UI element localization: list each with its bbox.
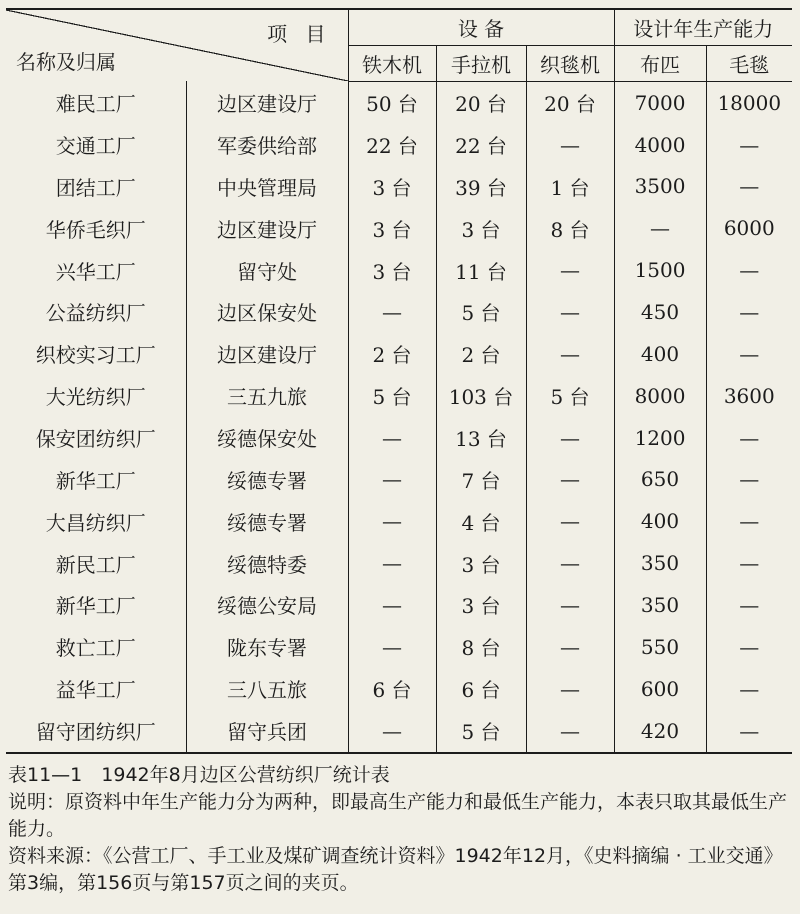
header-col-shoulaji: 手拉机 bbox=[436, 45, 526, 81]
tiemuji-cell: — bbox=[348, 291, 436, 333]
factory-statistics-table bbox=[6, 8, 792, 754]
header-item-label: 项 目 bbox=[267, 22, 332, 46]
zhitanji-cell: 5 台 bbox=[526, 375, 614, 417]
maotan-cell: — bbox=[706, 124, 792, 166]
table-row bbox=[6, 81, 792, 124]
header-equipment-group: 设 备 bbox=[348, 9, 614, 45]
factory-name-cell: 团结工厂 bbox=[55, 175, 136, 200]
owner-cell: 边区建设厅 bbox=[186, 333, 348, 375]
shoulaji-cell: 22 台 bbox=[436, 124, 526, 166]
tiemuji-cell: — bbox=[348, 626, 436, 668]
tiemuji-cell: — bbox=[348, 458, 436, 500]
maotan-cell: — bbox=[706, 584, 792, 626]
table-row bbox=[6, 417, 792, 459]
tiemuji-cell: — bbox=[348, 542, 436, 584]
bupi-cell: 3500 bbox=[614, 165, 706, 207]
maotan-cell: — bbox=[706, 626, 792, 668]
maotan-cell: — bbox=[706, 333, 792, 375]
zhitanji-cell: — bbox=[526, 626, 614, 668]
maotan-cell: 3600 bbox=[706, 375, 792, 417]
bupi-cell: 400 bbox=[614, 333, 706, 375]
factory-name-cell: 大光纺织厂 bbox=[45, 385, 146, 410]
maotan-cell: 6000 bbox=[706, 207, 792, 249]
bupi-cell: 350 bbox=[614, 542, 706, 584]
shoulaji-cell: 13 台 bbox=[436, 417, 526, 459]
tiemuji-cell: 6 台 bbox=[348, 668, 436, 710]
table-body bbox=[6, 81, 792, 753]
zhitanji-cell: — bbox=[526, 710, 614, 753]
owner-cell: 三八五旅 bbox=[186, 668, 348, 710]
table-row bbox=[6, 584, 792, 626]
factory-name-cell: 织校实习工厂 bbox=[35, 343, 156, 368]
owner-cell: 绥德公安局 bbox=[186, 584, 348, 626]
factory-name-cell: 留守团纺织厂 bbox=[6, 710, 186, 753]
owner-cell: 边区建设厅 bbox=[186, 207, 348, 249]
header-name-label: 名称及归属 bbox=[16, 50, 116, 74]
shoulaji-cell: 8 台 bbox=[436, 626, 526, 668]
shoulaji-cell: 5 台 bbox=[436, 710, 526, 753]
tiemuji-cell: — bbox=[348, 417, 436, 459]
factory-name-cell: 交通工厂 bbox=[55, 134, 136, 158]
factory-name-cell: 新华工厂 bbox=[55, 594, 136, 619]
table-row bbox=[6, 291, 792, 333]
bupi-cell: 8000 bbox=[614, 375, 706, 417]
bupi-cell: — bbox=[614, 207, 706, 249]
bupi-cell: 7000 bbox=[614, 81, 706, 124]
tiemuji-cell: 50 台 bbox=[348, 81, 436, 124]
owner-cell: 三五九旅 bbox=[186, 375, 348, 417]
zhitanji-cell: 8 台 bbox=[526, 207, 614, 249]
maotan-cell: — bbox=[706, 500, 792, 542]
maotan-cell: — bbox=[706, 417, 792, 459]
maotan-cell: 18000 bbox=[706, 81, 792, 124]
tiemuji-cell: 2 台 bbox=[348, 333, 436, 375]
maotan-cell: — bbox=[706, 668, 792, 710]
bupi-cell: 650 bbox=[614, 458, 706, 500]
zhitanji-cell: — bbox=[526, 417, 614, 459]
maotan-cell: — bbox=[706, 249, 792, 291]
tiemuji-cell: — bbox=[348, 710, 436, 753]
shoulaji-cell: 103 台 bbox=[436, 375, 526, 417]
table-row bbox=[6, 333, 792, 375]
shoulaji-cell: 39 台 bbox=[436, 165, 526, 207]
factory-name-cell: 救亡工厂 bbox=[55, 636, 136, 661]
table-row bbox=[6, 207, 792, 249]
table-source: 资料来源：《公营工厂、手工业及煤矿调查统计资料》1942年12月，《史料摘编 · 工业交通》第3编，第156页与第157页之间的夹页。 bbox=[8, 845, 783, 894]
zhitanji-cell: — bbox=[526, 668, 614, 710]
table-row bbox=[6, 249, 792, 291]
maotan-cell: — bbox=[706, 165, 792, 207]
table-row bbox=[6, 542, 792, 584]
factory-name-cell: 兴华工厂 bbox=[55, 259, 136, 284]
table-row bbox=[6, 165, 792, 207]
header-col-tiemuji: 铁木机 bbox=[348, 45, 436, 81]
owner-cell: 绥德特委 bbox=[186, 542, 348, 584]
owner-cell: 绥德专署 bbox=[186, 458, 348, 500]
zhitanji-cell: 1 台 bbox=[526, 165, 614, 207]
shoulaji-cell: 6 台 bbox=[436, 668, 526, 710]
shoulaji-cell: 2 台 bbox=[436, 333, 526, 375]
zhitanji-cell: — bbox=[526, 500, 614, 542]
table-row bbox=[6, 500, 792, 542]
shoulaji-cell: 4 台 bbox=[436, 500, 526, 542]
factory-name-cell: 华侨毛织厂 bbox=[45, 217, 146, 242]
tiemuji-cell: 3 台 bbox=[348, 207, 436, 249]
header-col-maotan: 毛毯 bbox=[706, 45, 792, 81]
table-row bbox=[6, 124, 792, 166]
table-row bbox=[6, 668, 792, 710]
table-row bbox=[6, 710, 792, 753]
tiemuji-cell: — bbox=[348, 500, 436, 542]
bupi-cell: 600 bbox=[614, 668, 706, 710]
diagonal-header-cell bbox=[6, 9, 348, 81]
header-col-zhitanji: 织毯机 bbox=[526, 45, 614, 81]
tiemuji-cell: 22 台 bbox=[348, 124, 436, 166]
zhitanji-cell: — bbox=[526, 458, 614, 500]
factory-name-cell: 新华工厂 bbox=[55, 468, 136, 493]
factory-name-cell: 大昌纺织厂 bbox=[45, 510, 146, 535]
bupi-cell: 450 bbox=[614, 291, 706, 333]
bupi-cell: 550 bbox=[614, 626, 706, 668]
zhitanji-cell: — bbox=[526, 584, 614, 626]
bupi-cell: 420 bbox=[614, 710, 706, 753]
header-col-bupi: 布匹 bbox=[614, 45, 706, 81]
owner-cell: 留守处 bbox=[186, 249, 348, 291]
shoulaji-cell: 7 台 bbox=[436, 458, 526, 500]
table-row bbox=[6, 458, 792, 500]
zhitanji-cell: — bbox=[526, 333, 614, 375]
shoulaji-cell: 20 台 bbox=[436, 81, 526, 124]
owner-cell: 留守兵团 bbox=[186, 710, 348, 753]
bupi-cell: 1200 bbox=[614, 417, 706, 459]
maotan-cell: — bbox=[706, 542, 792, 584]
tiemuji-cell: 3 台 bbox=[348, 249, 436, 291]
shoulaji-cell: 3 台 bbox=[436, 584, 526, 626]
owner-cell: 军委供给部 bbox=[186, 124, 348, 166]
owner-cell: 陇东专署 bbox=[186, 626, 348, 668]
maotan-cell: — bbox=[706, 291, 792, 333]
factory-name-cell: 益华工厂 bbox=[55, 678, 136, 703]
owner-cell: 绥德专署 bbox=[186, 500, 348, 542]
factory-name-cell: 新民工厂 bbox=[55, 552, 136, 577]
bupi-cell: 350 bbox=[614, 584, 706, 626]
bupi-cell: 400 bbox=[614, 500, 706, 542]
bupi-cell: 1500 bbox=[614, 249, 706, 291]
shoulaji-cell: 11 台 bbox=[436, 249, 526, 291]
maotan-cell: — bbox=[706, 710, 792, 753]
zhitanji-cell: — bbox=[526, 542, 614, 584]
table-note: 说明：原资料中年生产能力分为两种，即最高生产能力和最低生产能力，本表只取其最低生产能力。 bbox=[8, 791, 788, 840]
factory-name-cell: 公益纺织厂 bbox=[45, 301, 146, 326]
tiemuji-cell: 5 台 bbox=[348, 375, 436, 417]
table-row bbox=[6, 375, 792, 417]
bupi-cell: 4000 bbox=[614, 124, 706, 166]
header-row-top bbox=[6, 9, 792, 45]
tiemuji-cell: 3 台 bbox=[348, 165, 436, 207]
header-capacity-group: 设计年生产能力 bbox=[614, 9, 792, 45]
owner-cell: 边区保安处 bbox=[186, 291, 348, 333]
table-caption-block bbox=[8, 762, 794, 897]
zhitanji-cell: — bbox=[526, 249, 614, 291]
owner-cell: 绥德保安处 bbox=[186, 417, 348, 459]
table-row bbox=[6, 626, 792, 668]
tiemuji-cell: — bbox=[348, 584, 436, 626]
owner-cell: 中央管理局 bbox=[186, 165, 348, 207]
shoulaji-cell: 3 台 bbox=[436, 207, 526, 249]
shoulaji-cell: 3 台 bbox=[436, 542, 526, 584]
zhitanji-cell: — bbox=[526, 124, 614, 166]
factory-name-cell: 保安团纺织厂 bbox=[35, 427, 156, 452]
table-title: 表11—1 1942年8月边区公营纺织厂统计表 bbox=[8, 764, 390, 786]
factory-name-cell: 难民工厂 bbox=[55, 91, 136, 116]
maotan-cell: — bbox=[706, 458, 792, 500]
owner-cell: 边区建设厅 bbox=[186, 81, 348, 124]
shoulaji-cell: 5 台 bbox=[436, 291, 526, 333]
zhitanji-cell: — bbox=[526, 291, 614, 333]
zhitanji-cell: 20 台 bbox=[526, 81, 614, 124]
